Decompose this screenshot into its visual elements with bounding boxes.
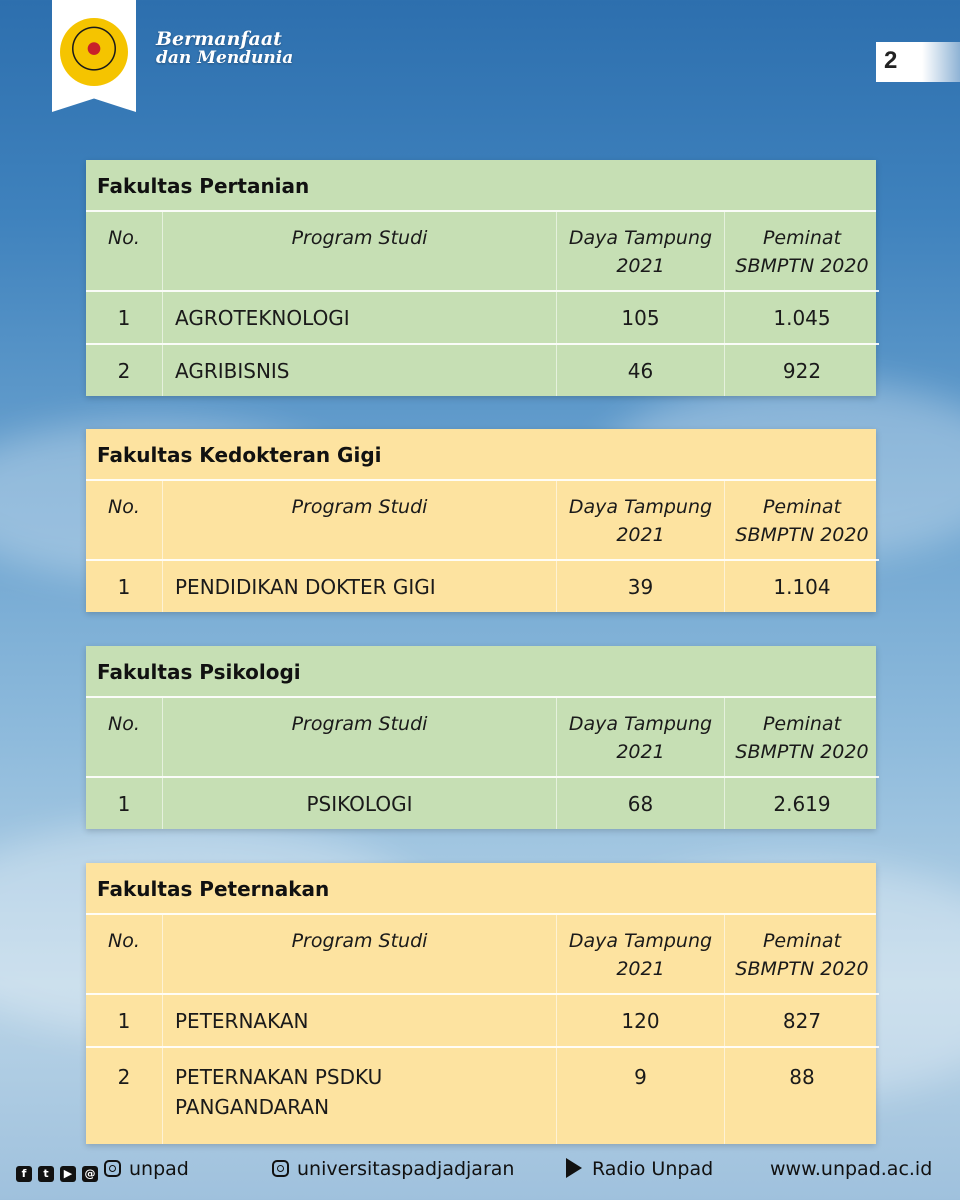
cell-no: 1 [86, 994, 163, 1047]
social-handle[interactable]: unpad [129, 1158, 189, 1180]
cell-program: PENDIDIKAN DOKTER GIGI [163, 560, 557, 612]
instagram-icon[interactable] [272, 1160, 289, 1177]
faculty-table-peternakan [86, 863, 876, 1144]
footer-website [770, 1158, 932, 1180]
cell-program: AGRIBISNIS [163, 344, 557, 396]
cell-program: AGROTEKNOLOGI [163, 291, 557, 344]
cell-no: 1 [86, 291, 163, 344]
cell-capacity: 120 [557, 994, 725, 1047]
cell-applicants: 922 [725, 344, 880, 396]
cell-applicants: 88 [725, 1047, 880, 1144]
col-header-applicants-line2: SBMPTN 2020 [735, 255, 869, 277]
cell-capacity: 105 [557, 291, 725, 344]
col-header-capacity [557, 698, 725, 777]
slogan-line2: dan Mendunia [156, 47, 294, 68]
table-row [86, 291, 879, 344]
faculty-table-pertanian [86, 160, 876, 396]
cell-applicants: 2.619 [725, 777, 880, 829]
faculty-title: Fakultas Psikologi [86, 646, 876, 698]
cell-no: 2 [117, 1065, 131, 1089]
col-header-no: No. [86, 915, 163, 994]
col-header-applicants-line2: SBMPTN 2020 [735, 958, 869, 980]
col-header-applicants [725, 481, 880, 560]
twitter-icon[interactable]: t [38, 1166, 54, 1182]
website-link[interactable]: www.unpad.ac.id [770, 1158, 933, 1180]
program-table [86, 915, 879, 1144]
cell-capacity: 39 [557, 560, 725, 612]
university-seal-icon [60, 18, 128, 86]
table-header-row [86, 915, 879, 994]
col-header-applicants [725, 212, 880, 291]
col-header-capacity [557, 212, 725, 291]
col-header-capacity-line2: 2021 [616, 958, 665, 980]
faculty-title: Fakultas Pertanian [86, 160, 876, 212]
cell-applicants: 827 [725, 994, 880, 1047]
radio-label[interactable]: Radio Unpad [592, 1158, 714, 1180]
col-header-capacity-line2: 2021 [616, 524, 665, 546]
table-row [86, 994, 879, 1047]
page-number: 2 [884, 47, 898, 74]
col-header-capacity-line2: 2021 [616, 741, 665, 763]
instagram-handle[interactable]: universitaspadjadjaran [297, 1158, 515, 1180]
col-header-applicants-line1: Peminat [762, 227, 842, 249]
cell-no: 2 [117, 358, 131, 383]
col-header-capacity [557, 915, 725, 994]
cell-applicants: 1.045 [725, 291, 880, 344]
program-table [86, 481, 879, 612]
col-header-applicants [725, 915, 880, 994]
col-header-applicants-line1: Peminat [762, 930, 842, 952]
cell-program-line2: PANGANDARAN [175, 1095, 330, 1119]
cell-applicants: 1.104 [725, 560, 880, 612]
page-number-box [876, 42, 960, 82]
slogan-line1: Bermanfaat [156, 28, 282, 50]
cell-capacity: 46 [557, 344, 725, 396]
col-header-capacity-line1: Daya Tampung [568, 227, 713, 249]
col-header-no: No. [86, 698, 163, 777]
cell-capacity: 9 [557, 1047, 725, 1144]
col-header-program: Program Studi [163, 915, 557, 994]
table-row [86, 344, 879, 396]
col-header-capacity-line2: 2021 [616, 255, 665, 277]
cell-no: 1 [117, 791, 131, 816]
col-header-applicants [725, 698, 880, 777]
col-header-program: Program Studi [163, 212, 557, 291]
col-header-program: Program Studi [163, 698, 557, 777]
cell-no: 1 [117, 574, 131, 599]
youtube-icon[interactable]: ▶ [60, 1166, 76, 1182]
col-header-applicants-line2: SBMPTN 2020 [735, 524, 869, 546]
col-header-capacity-line1: Daya Tampung [568, 930, 713, 952]
university-logo [52, 0, 136, 112]
footer-social [16, 1158, 189, 1182]
slogan [156, 30, 293, 68]
cell-capacity: 68 [557, 777, 725, 829]
footer-instagram [272, 1158, 514, 1180]
facebook-icon[interactable]: f [16, 1166, 32, 1182]
faculty-table-kedokteran-gigi [86, 429, 876, 612]
cell-program: PETERNAKAN [163, 994, 557, 1047]
table-row [86, 777, 879, 829]
col-header-program: Program Studi [163, 481, 557, 560]
email-icon[interactable]: @ [82, 1166, 98, 1182]
col-header-applicants-line1: Peminat [762, 496, 842, 518]
play-store-icon[interactable] [566, 1158, 582, 1178]
program-table [86, 212, 879, 396]
col-header-capacity-line1: Daya Tampung [568, 496, 713, 518]
cell-program: PSIKOLOGI [163, 777, 557, 829]
table-row [86, 1047, 879, 1144]
instagram-icon[interactable] [104, 1160, 121, 1177]
cell-program-line1: PETERNAKAN PSDKU [175, 1065, 383, 1089]
footer [0, 1150, 960, 1190]
col-header-capacity-line1: Daya Tampung [568, 713, 713, 735]
program-table [86, 698, 879, 829]
faculty-title: Fakultas Kedokteran Gigi [86, 429, 876, 481]
col-header-capacity [557, 481, 725, 560]
footer-radio [566, 1158, 713, 1180]
col-header-applicants-line2: SBMPTN 2020 [735, 741, 869, 763]
cell-program [163, 1047, 557, 1144]
table-header-row [86, 698, 879, 777]
faculty-table-psikologi [86, 646, 876, 829]
table-header-row [86, 212, 879, 291]
faculty-title: Fakultas Peternakan [86, 863, 876, 915]
table-header-row [86, 481, 879, 560]
col-header-no: No. [86, 212, 163, 291]
col-header-no: No. [86, 481, 163, 560]
col-header-applicants-line1: Peminat [762, 713, 842, 735]
table-row [86, 560, 879, 612]
